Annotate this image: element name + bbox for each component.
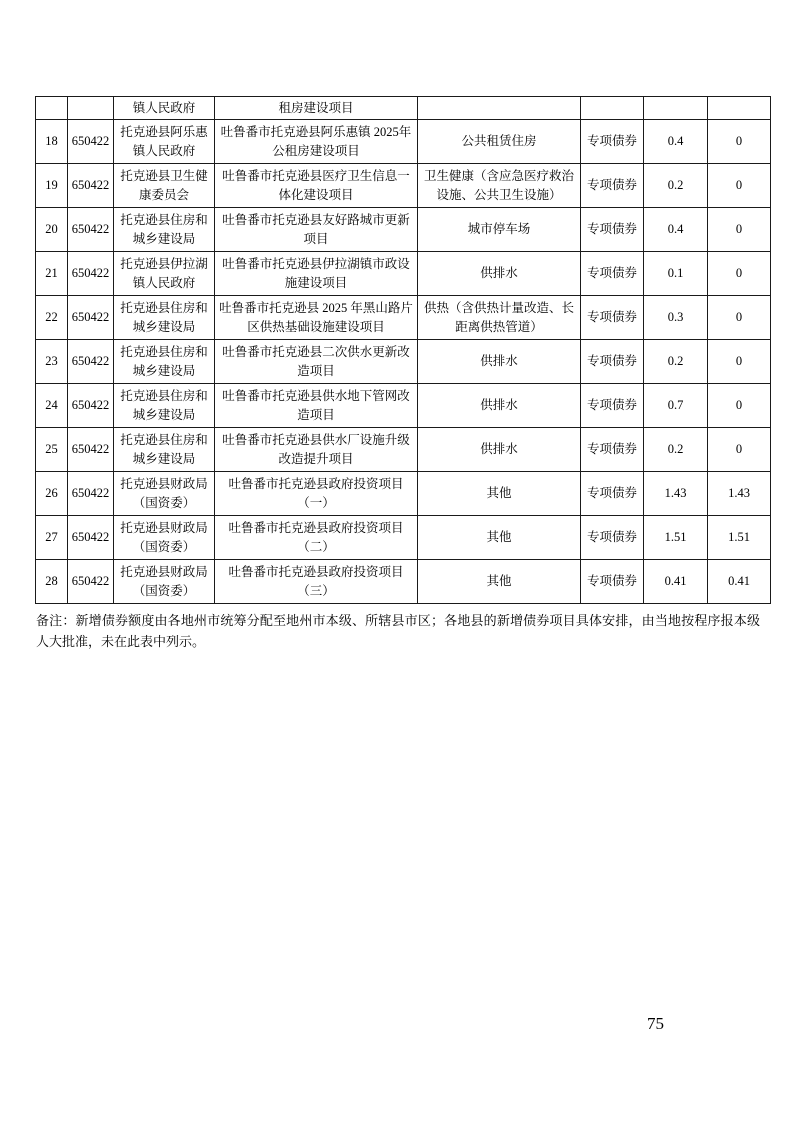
cell-region-code: 650422 (68, 428, 114, 472)
cell-amount-1: 0.2 (644, 428, 708, 472)
cell-row-number: 23 (36, 340, 68, 384)
cell-bond-type: 专项债券 (581, 560, 644, 604)
table-row (36, 516, 771, 560)
cell-project-name: 吐鲁番市托克逊县政府投资项目（二） (215, 516, 418, 560)
cell-row-number: 24 (36, 384, 68, 428)
table-body (36, 97, 771, 604)
cell-amount-1: 0.41 (644, 560, 708, 604)
cell-category: 公共租赁住房 (418, 120, 581, 164)
cell-bond-type: 专项债券 (581, 120, 644, 164)
cell-region-code: 650422 (68, 340, 114, 384)
bond-projects-table (35, 96, 771, 604)
table-row (36, 472, 771, 516)
cell-region-code: 650422 (68, 208, 114, 252)
cell-project-name: 吐鲁番市托克逊县友好路城市更新项目 (215, 208, 418, 252)
cell-category: 城市停车场 (418, 208, 581, 252)
cell-amount-2: 0 (708, 208, 771, 252)
table-row (36, 296, 771, 340)
cell-bond-type: 专项债券 (581, 340, 644, 384)
cell-bond-type: 专项债券 (581, 472, 644, 516)
cell-project-name: 吐鲁番市托克逊县伊拉湖镇市政设施建设项目 (215, 252, 418, 296)
cell-row-number: 22 (36, 296, 68, 340)
cell-region-code: 650422 (68, 120, 114, 164)
cell-row-number: 20 (36, 208, 68, 252)
cell-row-number: 21 (36, 252, 68, 296)
cell-amount-2: 0 (708, 428, 771, 472)
cell-organization: 托克逊县住房和城乡建设局 (114, 296, 215, 340)
cell-category: 供排水 (418, 340, 581, 384)
cell-region-code: 650422 (68, 164, 114, 208)
cell-project-name: 吐鲁番市托克逊县供水地下管网改造项目 (215, 384, 418, 428)
cell-region-code: 650422 (68, 384, 114, 428)
cell-region-code: 650422 (68, 252, 114, 296)
cell-bond-type: 专项债券 (581, 252, 644, 296)
cell-amount-1: 0.2 (644, 340, 708, 384)
cell-organization: 托克逊县住房和城乡建设局 (114, 428, 215, 472)
cell-amount-2 (708, 97, 771, 120)
cell-amount-1: 1.51 (644, 516, 708, 560)
cell-bond-type (581, 97, 644, 120)
cell-region-code: 650422 (68, 472, 114, 516)
cell-organization: 镇人民政府 (114, 97, 215, 120)
cell-category: 其他 (418, 560, 581, 604)
cell-organization: 托克逊县财政局（国资委） (114, 560, 215, 604)
cell-region-code (68, 97, 114, 120)
cell-category: 其他 (418, 516, 581, 560)
cell-amount-2: 0 (708, 252, 771, 296)
cell-amount-1 (644, 97, 708, 120)
table-row (36, 428, 771, 472)
cell-project-name: 吐鲁番市托克逊县 2025 年黑山路片区供热基础设施建设项目 (215, 296, 418, 340)
cell-bond-type: 专项债券 (581, 516, 644, 560)
cell-amount-2: 0 (708, 296, 771, 340)
cell-amount-2: 1.43 (708, 472, 771, 516)
cell-amount-1: 1.43 (644, 472, 708, 516)
cell-amount-1: 0.4 (644, 208, 708, 252)
cell-row-number: 19 (36, 164, 68, 208)
cell-amount-2: 0 (708, 384, 771, 428)
table-row (36, 164, 771, 208)
cell-row-number (36, 97, 68, 120)
table-row-continuation (36, 97, 771, 120)
cell-amount-2: 1.51 (708, 516, 771, 560)
cell-row-number: 25 (36, 428, 68, 472)
table-row (36, 560, 771, 604)
cell-bond-type: 专项债券 (581, 428, 644, 472)
page-number: 75 (647, 1014, 664, 1033)
cell-project-name: 租房建设项目 (215, 97, 418, 120)
cell-row-number: 28 (36, 560, 68, 604)
cell-amount-2: 0 (708, 340, 771, 384)
cell-region-code: 650422 (68, 560, 114, 604)
cell-bond-type: 专项债券 (581, 384, 644, 428)
cell-category: 供排水 (418, 428, 581, 472)
cell-amount-1: 0.4 (644, 120, 708, 164)
table-row (36, 384, 771, 428)
cell-project-name: 吐鲁番市托克逊县阿乐惠镇 2025年公租房建设项目 (215, 120, 418, 164)
cell-row-number: 26 (36, 472, 68, 516)
cell-organization: 托克逊县伊拉湖镇人民政府 (114, 252, 215, 296)
cell-amount-2: 0 (708, 120, 771, 164)
cell-organization: 托克逊县财政局（国资委） (114, 516, 215, 560)
cell-category: 供排水 (418, 252, 581, 296)
cell-region-code: 650422 (68, 296, 114, 340)
cell-bond-type: 专项债券 (581, 164, 644, 208)
cell-category: 供排水 (418, 384, 581, 428)
cell-project-name: 吐鲁番市托克逊县二次供水更新改造项目 (215, 340, 418, 384)
cell-organization: 托克逊县卫生健康委员会 (114, 164, 215, 208)
cell-organization: 托克逊县住房和城乡建设局 (114, 384, 215, 428)
cell-row-number: 18 (36, 120, 68, 164)
table-row (36, 340, 771, 384)
cell-region-code: 650422 (68, 516, 114, 560)
cell-organization: 托克逊县住房和城乡建设局 (114, 208, 215, 252)
table-footnote: 备注：新增债券额度由各地州市统筹分配至地州市本级、所辖县市区；各地县的新增债券项目具体安排，由当地按程序报本级人大批准，未在此表中列示。 (36, 613, 760, 649)
cell-bond-type: 专项债券 (581, 208, 644, 252)
cell-category (418, 97, 581, 120)
cell-amount-1: 0.1 (644, 252, 708, 296)
cell-amount-2: 0 (708, 164, 771, 208)
cell-organization: 托克逊县财政局（国资委） (114, 472, 215, 516)
cell-amount-2: 0.41 (708, 560, 771, 604)
cell-amount-1: 0.3 (644, 296, 708, 340)
table-row (36, 208, 771, 252)
cell-category: 卫生健康（含应急医疗救治设施、公共卫生设施） (418, 164, 581, 208)
cell-project-name: 吐鲁番市托克逊县政府投资项目（三） (215, 560, 418, 604)
cell-row-number: 27 (36, 516, 68, 560)
cell-category: 其他 (418, 472, 581, 516)
cell-project-name: 吐鲁番市托克逊县政府投资项目（一） (215, 472, 418, 516)
cell-amount-1: 0.7 (644, 384, 708, 428)
cell-organization: 托克逊县住房和城乡建设局 (114, 340, 215, 384)
cell-organization: 托克逊县阿乐惠镇人民政府 (114, 120, 215, 164)
table-row (36, 120, 771, 164)
cell-category: 供热（含供热计量改造、长距离供热管道） (418, 296, 581, 340)
table-row (36, 252, 771, 296)
cell-amount-1: 0.2 (644, 164, 708, 208)
cell-bond-type: 专项债券 (581, 296, 644, 340)
cell-project-name: 吐鲁番市托克逊县医疗卫生信息一体化建设项目 (215, 164, 418, 208)
cell-project-name: 吐鲁番市托克逊县供水厂设施升级改造提升项目 (215, 428, 418, 472)
